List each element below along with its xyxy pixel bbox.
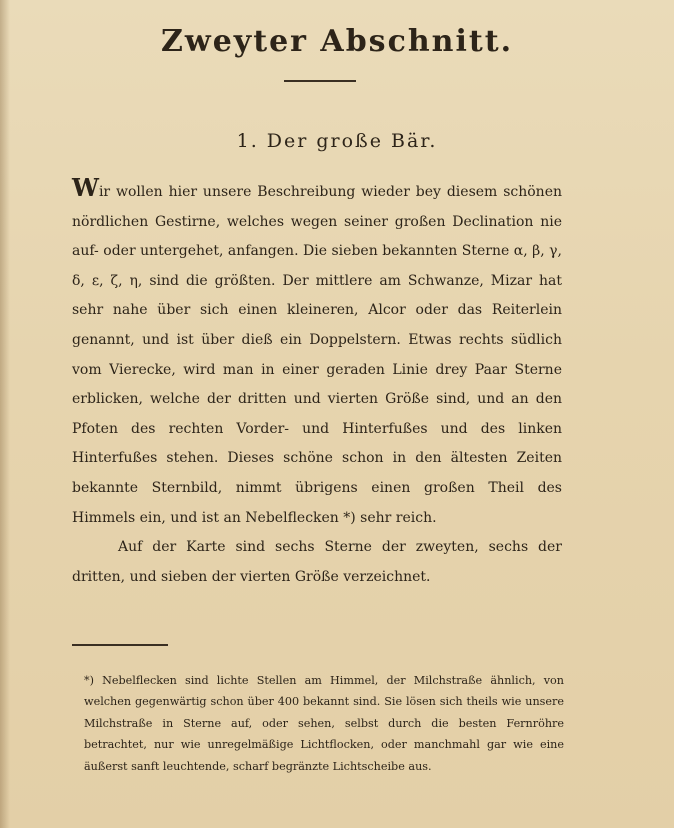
- footnote-divider: [72, 644, 168, 646]
- chapter-heading: 1. Der große Bär.: [236, 130, 438, 152]
- body-text: [72, 173, 562, 592]
- footnote: *) Nebelflecken sind lichte Stellen am Himmel, der Milchstraße ähnlich, von welchen gegenwärtig schon über 400 bekannt sind. Sie lösen sich theils wie unsere Milchstraße in Sterne auf, oder sehen, selbst durch die besten Fernröhre betrachtet, nur wie unregelmäßige Lichtflocken, oder manchmahl gar wie eine äußerst sanft leuchtende, scharf begränzte Lichtscheibe aus.: [84, 674, 564, 773]
- drop-cap: W: [72, 173, 99, 202]
- paragraph-1-text: ir wollen hier unsere Beschreibung wieder bey diesem schönen nördlichen Gestirne, welches wegen seiner großen Declination nie auf- oder untergehet, anfangen. Die sieben bekannten Sterne α, β, γ, δ, ε, ζ, η, sind die größten. Der mittlere am Schwanze, Mizar hat sehr nahe über sich einen kleineren, Alcor oder das Reiterlein genannt, und ist über dieß ein Doppelstern. Etwas rechts südlich vom Vierecke, wird man in einer geraden Linie drey Paar Sterne erblicken, welche der dritten und vierten Größe sind, und an den Pfoten des rechten Vorder- und Hinterfußes und des linken Hinterfußes stehen. Dieses schöne schon in den ältesten Zeiten bekannte Sternbild, nimmt übrigens einen großen Theil des Himmels ein, und ist an Nebelflecken *) sehr reich.: [72, 184, 562, 526]
- page-gutter-shadow: [0, 0, 10, 828]
- title-divider: [284, 80, 356, 82]
- section-title: Zweyter Abschnitt.: [160, 24, 514, 59]
- paragraph-1: [72, 173, 562, 533]
- paragraph-2: Auf der Karte sind sechs Sterne der zweyten, sechs der dritten, und sieben der vierten Größe verzeichnet.: [72, 539, 562, 585]
